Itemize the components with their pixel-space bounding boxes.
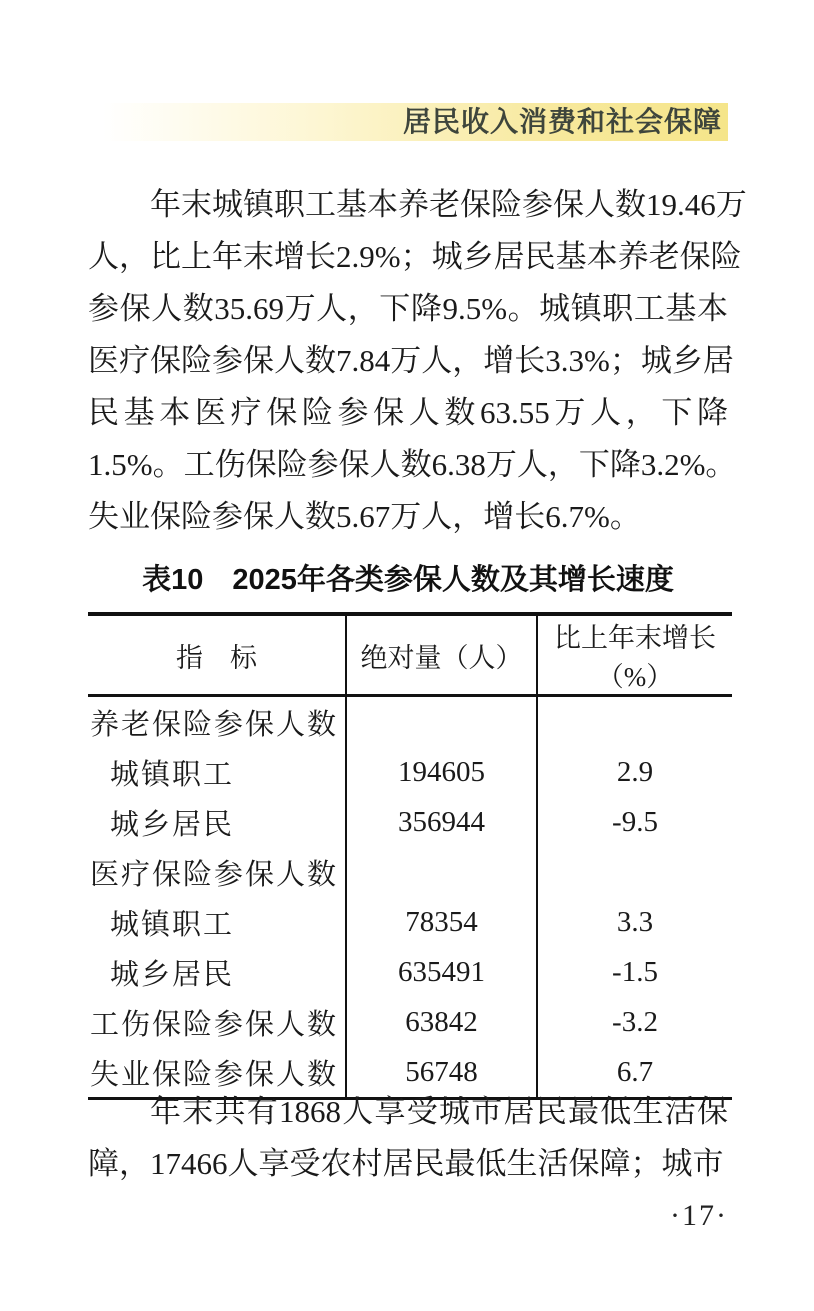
table-title: 表10 2025年各类参保人数及其增长速度 xyxy=(142,564,674,596)
table-row xyxy=(88,747,732,797)
cell-indicator: 工伤保险参保人数 xyxy=(90,1008,339,1041)
cell-growth: 6.7 xyxy=(537,1047,732,1099)
header-title: 居民收入消费和社会保障 xyxy=(402,106,722,137)
cell-growth: -9.5 xyxy=(537,797,732,847)
paragraph-line: 医疗保险参保人数7.84万人，增长3.3%；城乡居 xyxy=(88,343,734,378)
paragraph-line: 失业保险参保人数5.67万人，增长6.7%。 xyxy=(88,499,641,534)
paragraph-line: 参保人数35.69万人，下降9.5%。城镇职工基本 xyxy=(88,291,728,326)
cell-absolute: 635491 xyxy=(346,947,537,997)
paragraph-insurance-stats xyxy=(88,179,747,543)
cell-absolute: 63842 xyxy=(346,997,537,1047)
cell-absolute xyxy=(346,847,537,897)
table-row xyxy=(88,847,732,897)
table-header-row xyxy=(88,614,732,696)
paragraph-line: 人，比上年末增长2.9%；城乡居民基本养老保险 xyxy=(88,239,742,274)
cell-absolute: 56748 xyxy=(346,1047,537,1099)
cell-indicator: 城镇职工 xyxy=(110,908,235,941)
cell-absolute: 356944 xyxy=(346,797,537,847)
cell-growth xyxy=(537,847,732,897)
paragraph-line: 障，17466人享受农村居民最低生活保障；城市 xyxy=(88,1146,724,1181)
cell-absolute: 194605 xyxy=(346,747,537,797)
paragraph-line: 1.5%。工伤保险参保人数6.38万人，下降3.2%。 xyxy=(88,447,737,482)
insurance-participation-table xyxy=(88,612,732,1100)
paragraph-line: 年末城镇职工基本养老保险参保人数19.46万 xyxy=(150,187,747,222)
page-number: ·17· xyxy=(670,1199,728,1232)
paragraph-line: 民基本医疗保险参保人数63.55万人，下降 xyxy=(88,395,728,430)
cell-indicator: 医疗保险参保人数 xyxy=(90,858,339,891)
column-header-absolute: 绝对量（人） xyxy=(346,614,537,696)
cell-indicator: 失业保险参保人数 xyxy=(90,1058,339,1091)
table-row xyxy=(88,997,732,1047)
cell-absolute: 78354 xyxy=(346,897,537,947)
column-header-growth: 比上年末增长（%） xyxy=(537,614,732,696)
page-header-banner xyxy=(103,103,728,141)
cell-growth: -3.2 xyxy=(537,997,732,1047)
cell-growth xyxy=(537,696,732,748)
cell-indicator: 养老保险参保人数 xyxy=(90,708,339,741)
table-header xyxy=(88,614,732,696)
table-row xyxy=(88,897,732,947)
table-body xyxy=(88,696,732,1099)
paragraph-minimum-living-allowance xyxy=(88,1086,728,1190)
column-header-indicator: 指 标 xyxy=(88,614,346,696)
table-row xyxy=(88,797,732,847)
table-row xyxy=(88,696,732,748)
cell-growth: -1.5 xyxy=(537,947,732,997)
table-row xyxy=(88,947,732,997)
cell-absolute xyxy=(346,696,537,748)
cell-indicator: 城乡居民 xyxy=(110,958,235,991)
cell-indicator: 城乡居民 xyxy=(110,808,235,841)
cell-indicator: 城镇职工 xyxy=(110,758,235,791)
cell-growth: 2.9 xyxy=(537,747,732,797)
cell-growth: 3.3 xyxy=(537,897,732,947)
paragraph-line: 年末共有1868人享受城市居民最低生活保 xyxy=(150,1094,728,1129)
